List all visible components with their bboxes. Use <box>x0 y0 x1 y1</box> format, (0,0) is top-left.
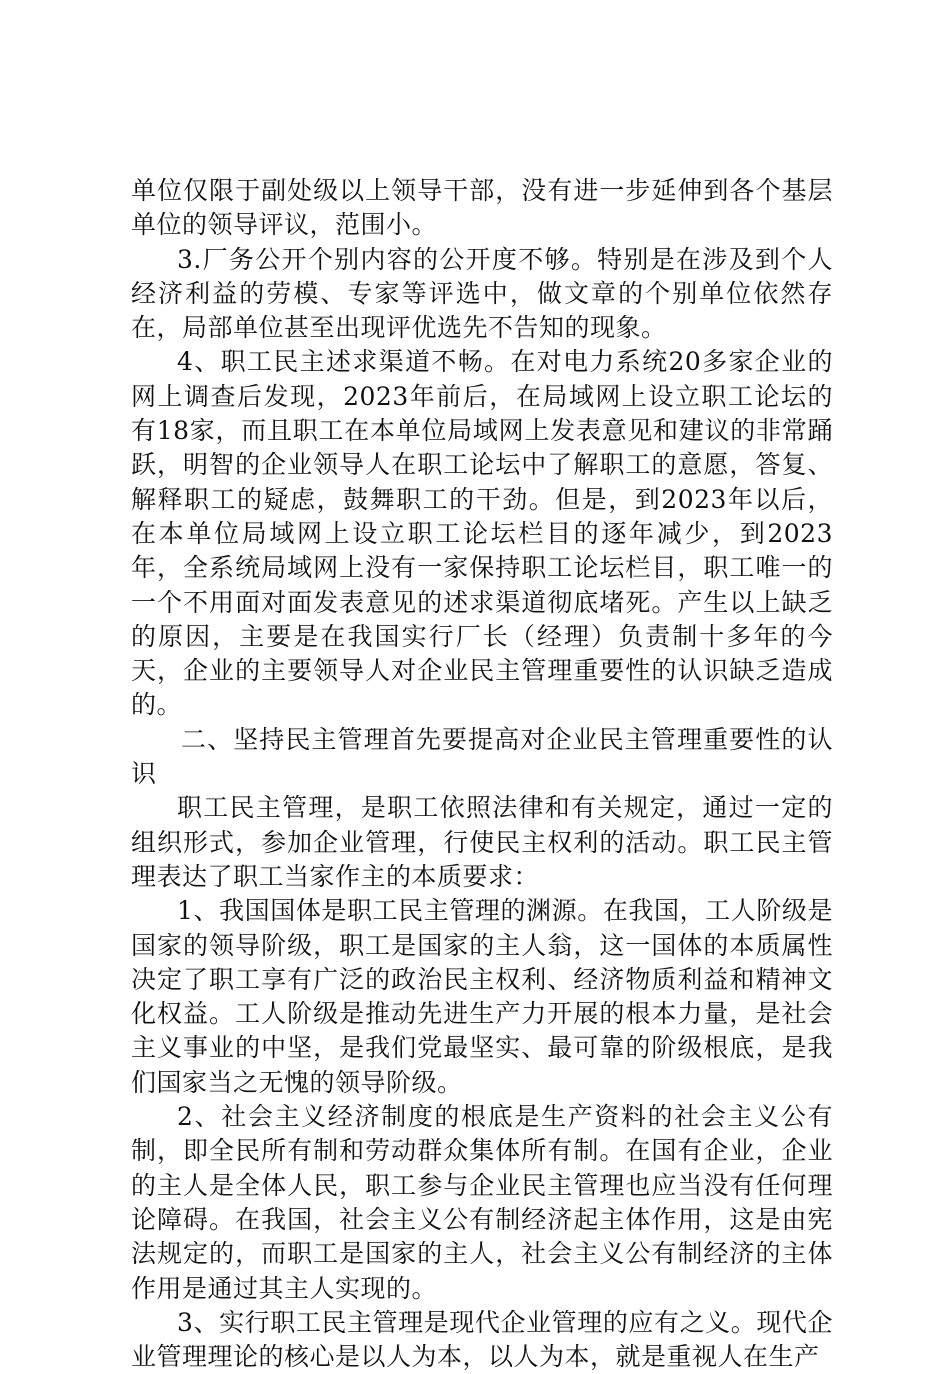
paragraph-point-3: 3、实行职工民主管理是现代企业管理的应有之义。现代企业管理理论的核心是以人为本，以人为本，就是重视人在生产 <box>131 1307 833 1372</box>
paragraph-definition: 职工民主管理，是职工依照法律和有关规定，通过一定的组织形式，参加企业管理，行使民主权利的活动。职工民主管理表达了职工当家作主的本质要求： <box>131 793 833 891</box>
section-heading-2: 二、坚持民主管理首先要提高对企业民主管理重要性的认识 <box>131 724 833 789</box>
paragraph-point-2: 2、社会主义经济制度的根底是生产资料的社会主义公有制，即全民所有制和劳动群众集体所有制。在国有企业，企业的主人是全体人民，职工参与企业民主管理也应当没有任何理论障碍。在我国，社会主义公有制经济起主体作用，这是由宪法规定的，而职工是国家的主人，社会主义公有制经济的主体作用是通过其主人实现的。 <box>131 1102 833 1303</box>
paragraph-point-1: 1、我国国体是职工民主管理的渊源。在我国，工人阶级是国家的领导阶级，职工是国家的主人翁，这一国体的本质属性决定了职工享有广泛的政治民主权利、经济物质利益和精神文化权益。工人阶级是推动先进生产力开展的根本力量，是社会主义事业的中坚，是我们党最坚实、最可靠的阶级根底，是我们国家当之无愧的领导阶级。 <box>131 896 833 1097</box>
paragraph-item-3: 3.厂务公开个别内容的公开度不够。特别是在涉及到个人经济利益的劳模、专家等评选中，做文章的个别单位依然存在，局部单位甚至出现评优选先不告知的现象。 <box>131 244 833 343</box>
document-body <box>131 174 833 1374</box>
paragraph-item-4: 4、职工民主述求渠道不畅。在对电力系统20多家企业的网上调查后发现，2023年前后，在局域网上设立职工论坛的有18家，而且职工在本单位局域网上发表意见和建议的非常踊跃，明智的企业领导人在职工论坛中了解职工的意愿，答复、解释职工的疑虑，鼓舞职工的干劲。但是，到2023年以后，在本单位局域网上设立职工论坛栏目的逐年减少，到2023年，全系统局域网上没有一家保持职工论坛栏目，职工唯一的一个不用面对面发表意见的述求渠道彻底堵死。产生以上缺乏的原因，主要是在我国实行厂长（经理）负责制十多年的今天，企业的主要领导人对企业民主管理重要性的认识缺乏造成的。 <box>131 347 833 720</box>
paragraph-continuation: 单位仅限于副处级以上领导干部，没有进一步延伸到各个基层单位的领导评议，范围小。 <box>131 176 833 240</box>
